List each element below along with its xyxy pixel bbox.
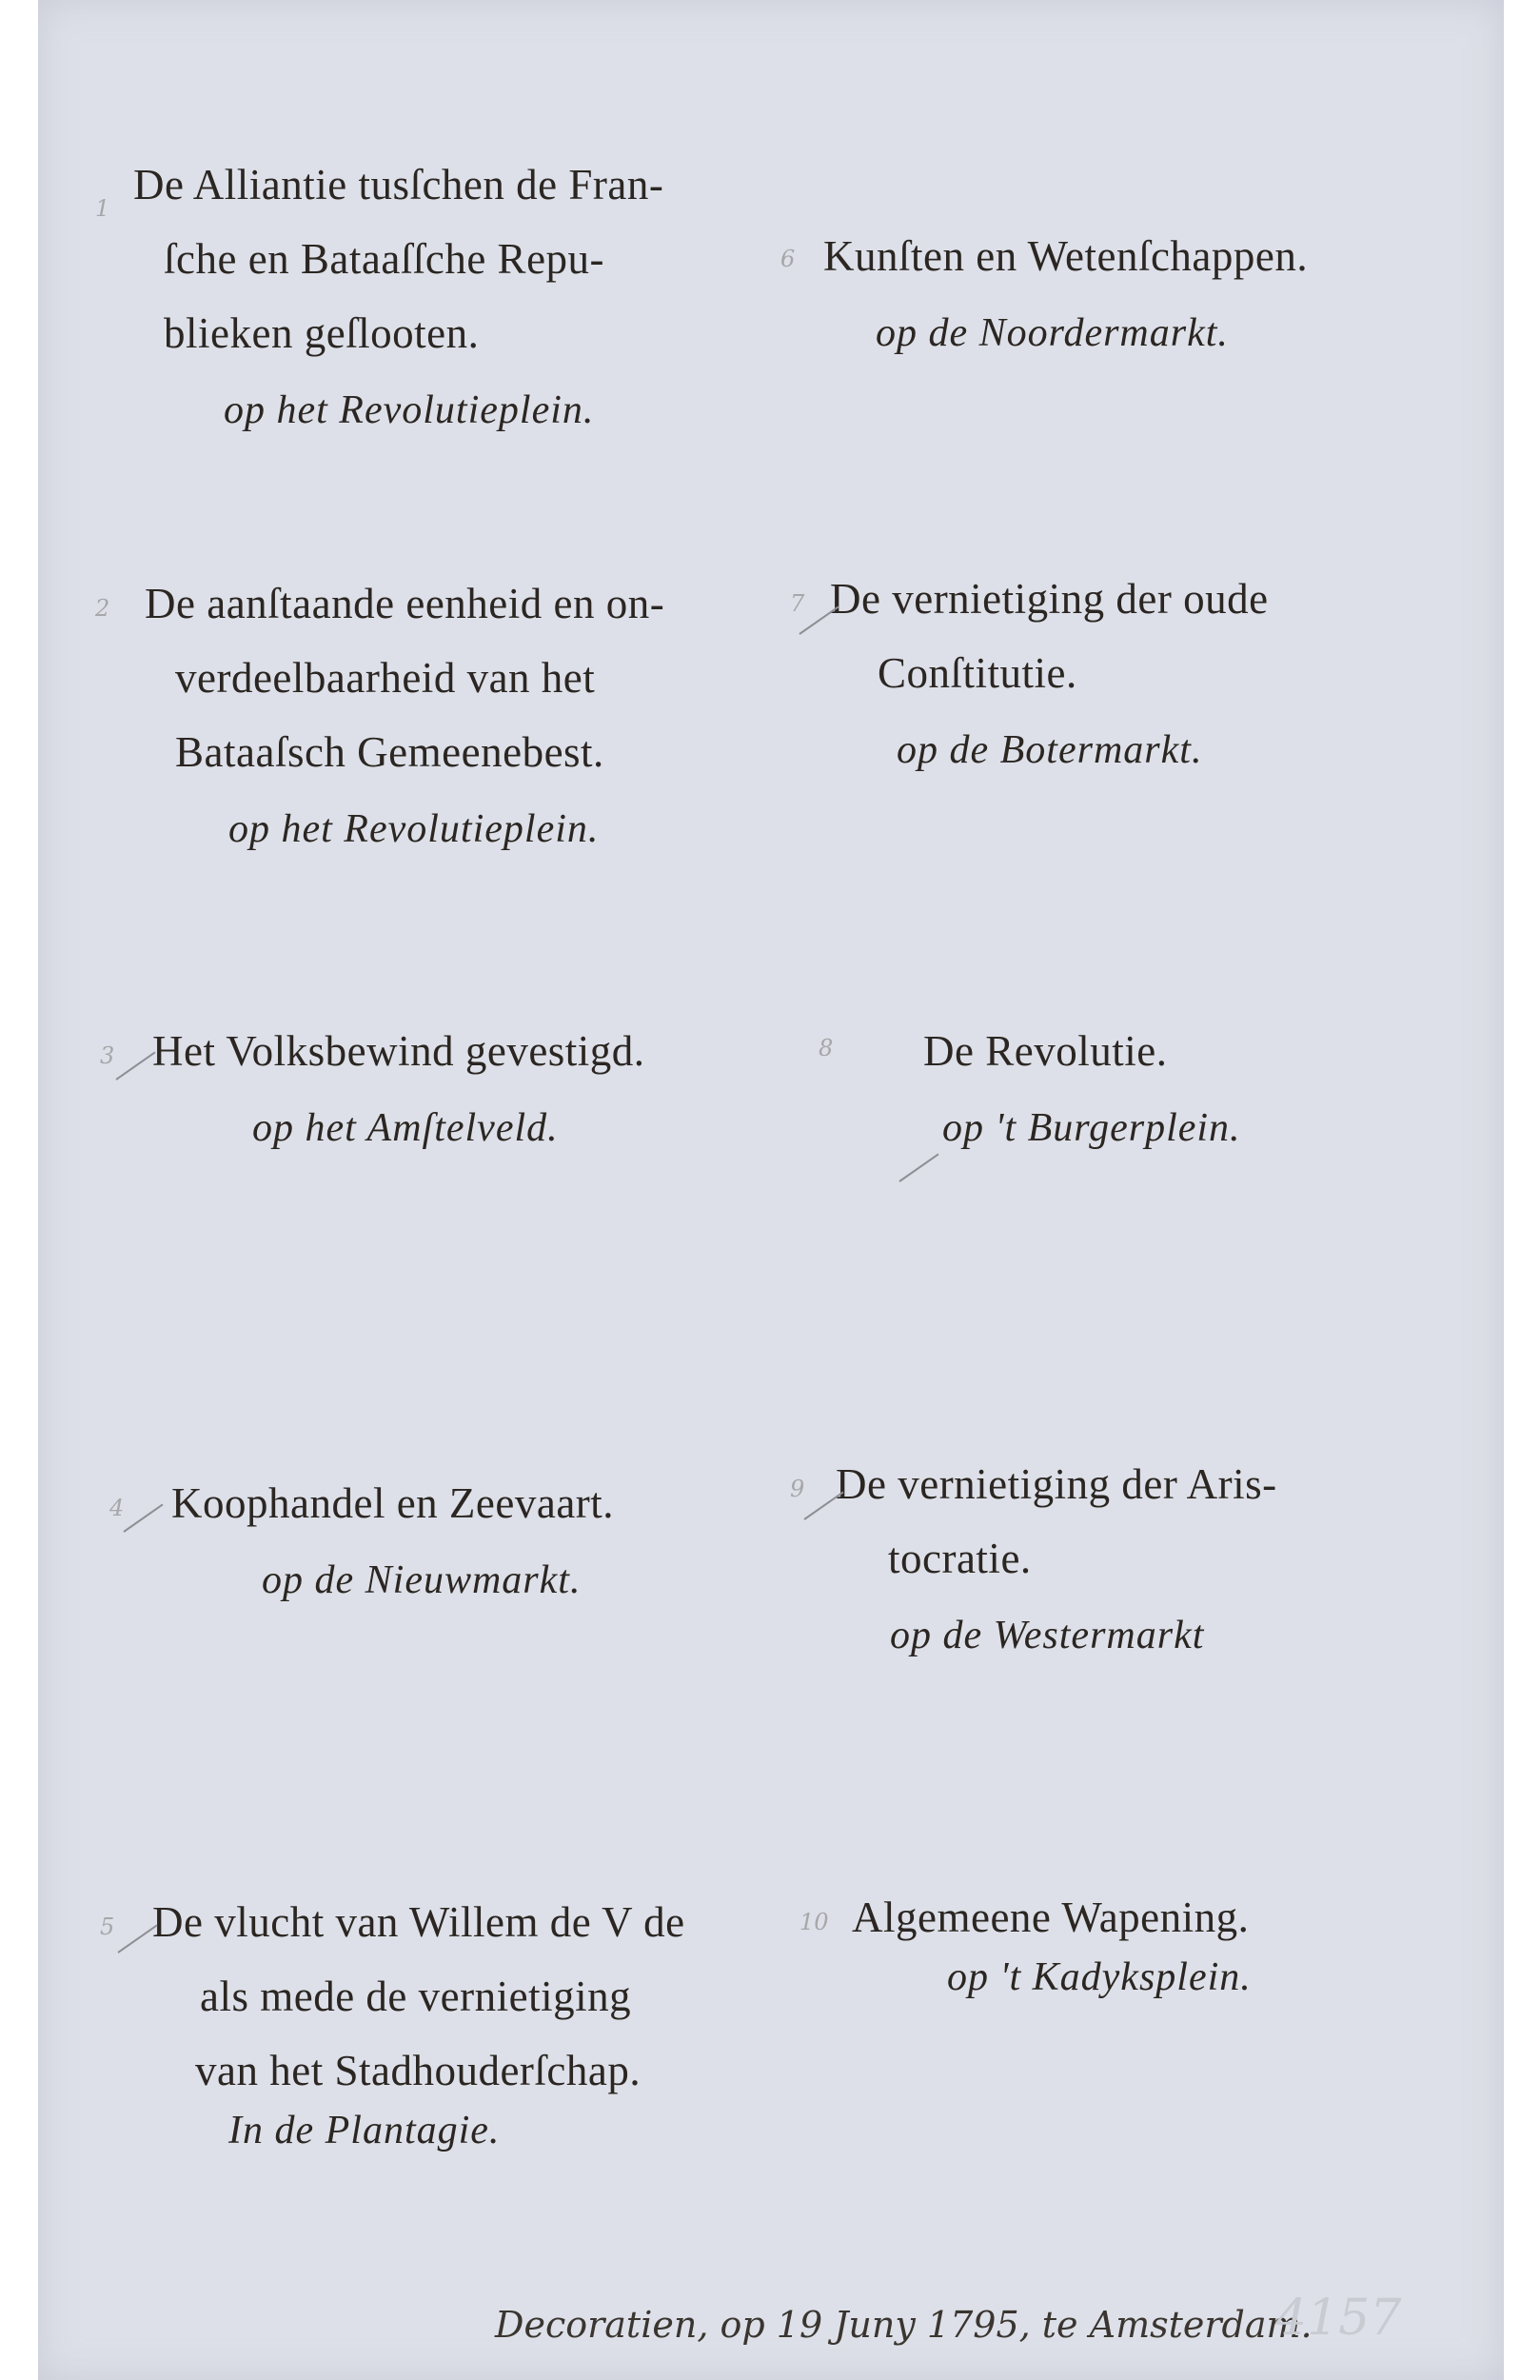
entry-title — [145, 566, 664, 789]
title-line: Algemeene Wapening. — [852, 1894, 1250, 1941]
title-line: Kunſten en Wetenſchappen. — [823, 232, 1309, 280]
entry-title — [152, 1014, 645, 1088]
entry-1 — [95, 148, 664, 433]
entry-number: 9 — [790, 1476, 805, 1502]
entry-title — [823, 219, 1308, 293]
title-line: De vernietiging der oude — [830, 575, 1269, 623]
title-line: Het Volksbewind gevestigd. — [152, 1027, 645, 1075]
pencil-mark — [123, 1504, 163, 1533]
entry-title — [836, 1447, 1277, 1596]
entry-place: op de Nieuwmarkt. — [262, 1558, 582, 1602]
entry-5 — [100, 1885, 685, 2153]
entry-number: 5 — [100, 1914, 115, 1940]
title-line: De Alliantie tusſchen de Fran- — [133, 161, 664, 208]
entry-place: op de Botermarkt. — [897, 728, 1203, 772]
entry-place: op 't Kadyksplein. — [947, 1955, 1252, 1999]
entry-title — [152, 1885, 685, 2108]
entry-7 — [780, 562, 1269, 773]
title-line: tocratie. — [888, 1535, 1032, 1582]
entry-place: op de Noordermarkt. — [876, 311, 1229, 355]
entry-place: In de Plantagie. — [228, 2109, 501, 2152]
pencil-mark — [115, 1052, 155, 1081]
entry-number: 6 — [780, 246, 796, 272]
entry-place: op het Revolutieplein. — [224, 388, 595, 432]
entry-title — [171, 1466, 614, 1540]
title-line: van het Stadhouderſchap. — [195, 2047, 642, 2094]
title-line: ſche en Bataaſſche Repu- — [164, 235, 605, 283]
entry-title — [133, 148, 663, 370]
entry-title — [830, 562, 1269, 710]
title-line: De aanſtaande eenheid en on- — [145, 580, 665, 627]
title-line: blieken geſlooten. — [164, 309, 480, 357]
entry-number: 7 — [790, 590, 805, 617]
title-line: Bataaſsch Gemeenebest. — [175, 728, 604, 776]
printed-sheet — [38, 0, 1504, 2380]
entry-number: 3 — [100, 1042, 115, 1069]
title-line: Conſtitutie. — [878, 649, 1077, 697]
entry-number: 10 — [800, 1909, 829, 1935]
catalog-number: 4157 — [1275, 2290, 1402, 2347]
title-line: verdeelbaarheid van het — [175, 654, 596, 702]
handwritten-note: Decoratien, op 19 Juny 1795, te Amsterdam. — [495, 2304, 1313, 2346]
entry-number: 8 — [819, 1035, 834, 1061]
entry-number: 4 — [109, 1495, 125, 1521]
entry-2 — [95, 566, 665, 852]
title-line: als mede de vernietiging — [200, 1973, 632, 2020]
entry-10 — [780, 1880, 1252, 2000]
entry-6 — [780, 219, 1308, 356]
entry-title — [852, 1880, 1252, 1954]
entry-number: 1 — [95, 195, 110, 222]
entry-place: op het Amſtelveld. — [252, 1106, 559, 1150]
title-line: De vlucht van Willem de V de — [152, 1898, 685, 1946]
title-line: Koophandel en Zeevaart. — [171, 1479, 615, 1527]
entry-8 — [780, 1014, 1241, 1151]
entry-place: op 't Burgerplein. — [942, 1106, 1241, 1150]
entry-place: op de Westermarkt — [890, 1614, 1205, 1657]
entry-place: op het Revolutieplein. — [228, 807, 600, 851]
entry-3 — [100, 1014, 645, 1151]
entry-4 — [105, 1466, 614, 1603]
entry-number: 2 — [95, 595, 110, 622]
entry-9 — [780, 1447, 1277, 1658]
entry-title — [923, 1014, 1241, 1088]
title-line: De Revolutie. — [923, 1027, 1168, 1075]
title-line: De vernietiging der Aris- — [836, 1460, 1277, 1508]
pencil-mark — [898, 1154, 938, 1182]
